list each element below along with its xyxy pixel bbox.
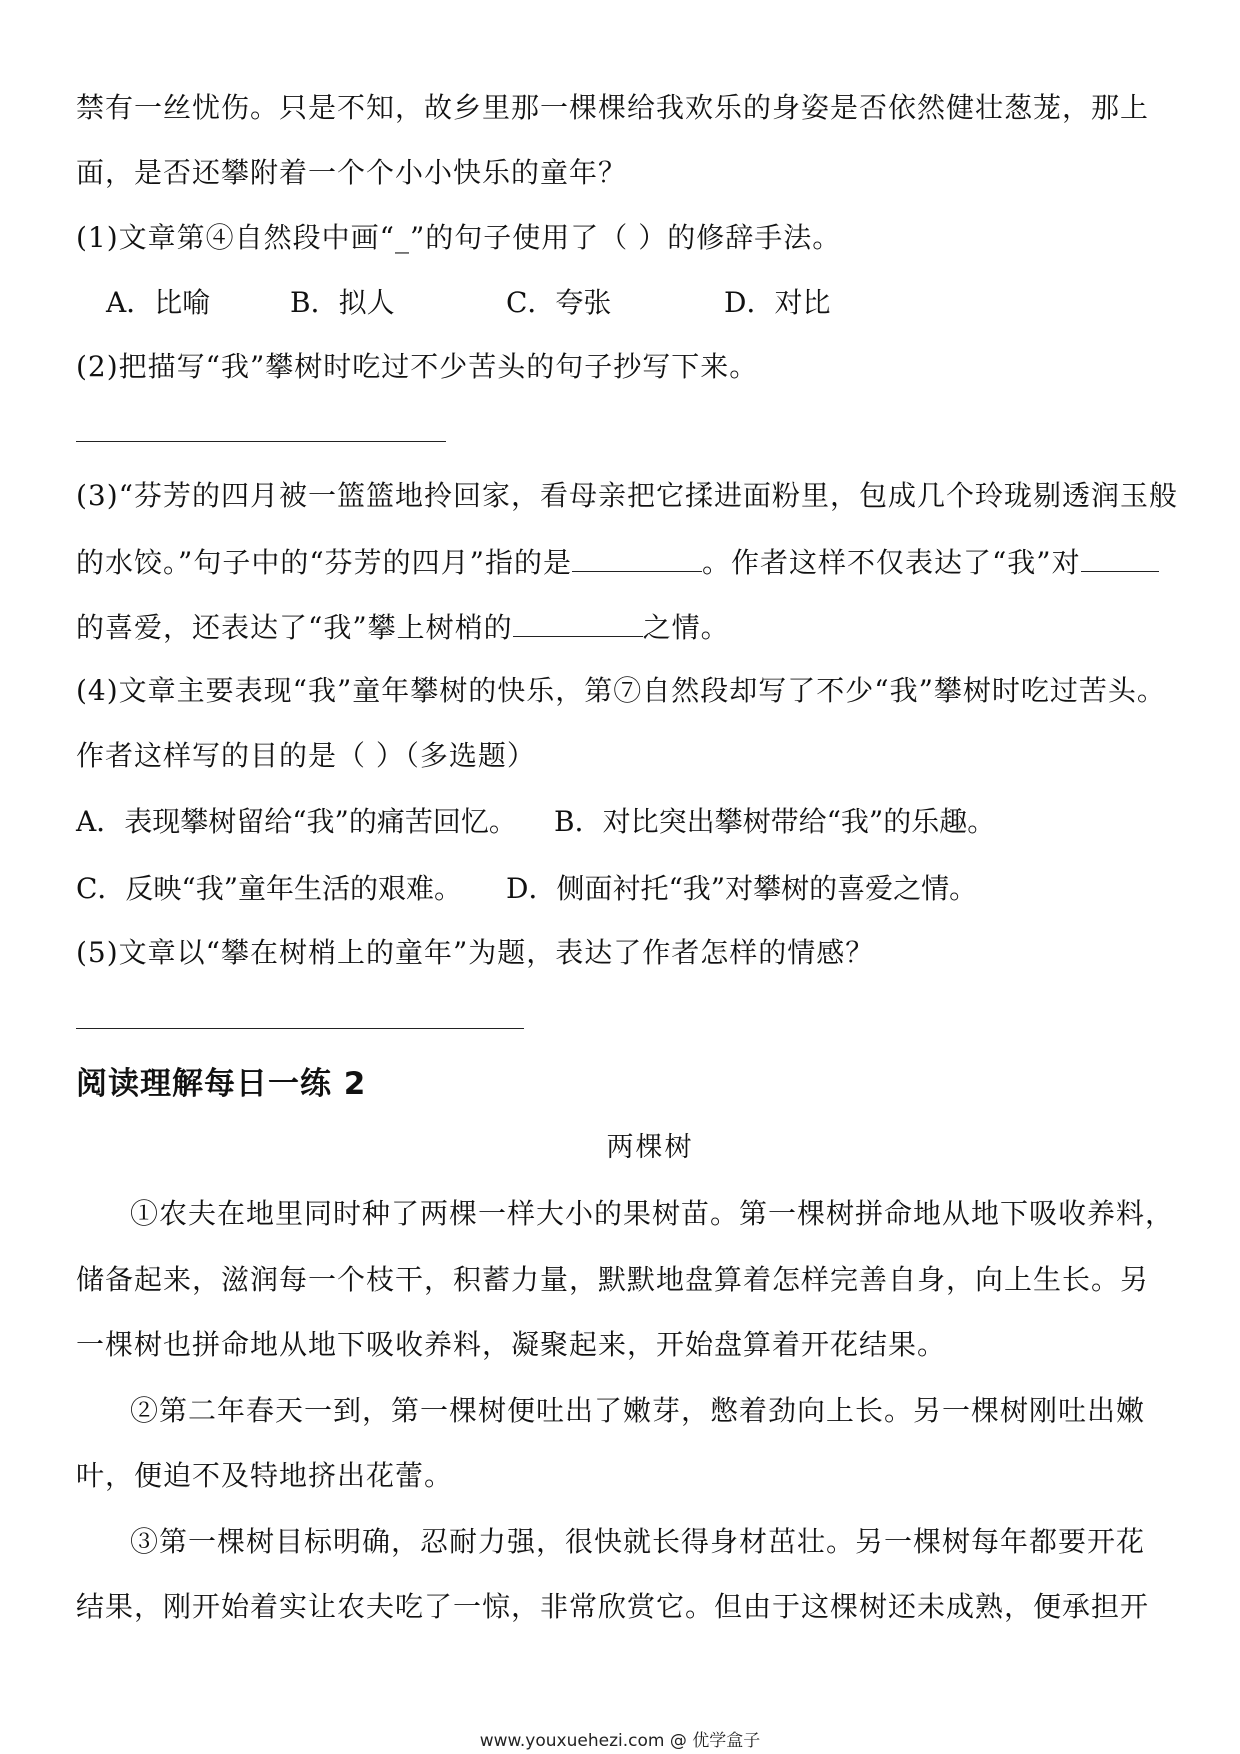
fill-blank: [572, 541, 702, 572]
answer-line: [76, 441, 446, 442]
q1-option-d: D．对比: [724, 286, 831, 319]
q3-text: 的喜爱，还表达了“我”攀上树梢的: [76, 611, 513, 644]
fill-blank: [513, 606, 643, 637]
section-heading: 阅读理解每日一练 2: [76, 1066, 367, 1102]
question-5-stem: (5)文章以“攀在树梢上的童年”为题，表达了作者怎样的情感？: [76, 936, 875, 969]
passage-line: 叶，便迫不及特地挤出花蕾。: [76, 1459, 454, 1492]
answer-line: [76, 1028, 524, 1029]
question-3-line: [76, 541, 1178, 583]
q1-option-b: B．拟人: [290, 286, 395, 319]
passage-line: ③第一棵树目标明确，忍耐力强，很快就长得身材茁壮。另一棵树每年都要开花: [130, 1525, 1146, 1558]
passage-line: 储备起来，滋润每一个枝干，积蓄力量，默默地盘算着怎样完善自身，向上生长。另: [76, 1263, 1150, 1296]
footer-watermark: www.youxuehezi.com @ 优学盒子: [479, 1731, 761, 1751]
q1-option-c: C．夸张: [506, 286, 612, 319]
passage-line: 一棵树也拼命地从地下吸收养料，凝聚起来，开始盘算着开花结果。: [76, 1328, 947, 1361]
q3-text: 的水饺。”句子中的“芬芳的四月”指的是: [76, 546, 572, 579]
question-4-line: (4)文章主要表现“我”童年攀树的快乐，第⑦自然段却写了不少“我”攀树时吃过苦头。: [76, 674, 1166, 707]
passage-line: ②第二年春天一到，第一棵树便吐出了嫩芽，憋着劲向上长。另一棵树刚吐出嫩: [130, 1394, 1146, 1427]
question-2-stem: (2)把描写“我”攀树时吃过不少苦头的句子抄写下来。: [76, 350, 759, 383]
passage-line: 禁有一丝忧伤。只是不知，故乡里那一棵棵给我欢乐的身姿是否依然健壮葱茏，那上: [76, 91, 1150, 124]
fill-blank: [1081, 541, 1159, 572]
question-4-line: 作者这样写的目的是（ ）（多选题）: [76, 739, 536, 772]
q1-option-a: A．比喻: [106, 286, 211, 319]
question-3-line: (3)“芬芳的四月被一篮篮地拎回家，看母亲把它揉进面粉里，包成几个玲珑剔透润玉般: [76, 479, 1178, 512]
q3-text: 之情。: [642, 611, 730, 644]
q4-option-a: A．表现攀树留给“我”的痛苦回忆。: [76, 805, 517, 838]
passage-line: 结果，刚开始着实让农夫吃了一惊，非常欣赏它。但由于这棵树还未成熟，便承担开: [76, 1590, 1150, 1623]
q4-option-d: D．侧面衬托“我”对攀树的喜爱之情。: [506, 872, 978, 905]
passage-title: 两棵树: [606, 1132, 694, 1163]
q4-option-b: B．对比突出攀树带给“我”的乐趣。: [554, 805, 996, 838]
q4-option-c: C．反映“我”童年生活的艰难。: [76, 872, 463, 905]
passage-line: ①农夫在地里同时种了两棵一样大小的果树苗。第一棵树拼命地从地下吸收养料，: [130, 1197, 1175, 1230]
question-1-stem: (1)文章第④自然段中画“_”的句子使用了（ ）的修辞手法。: [76, 221, 842, 254]
question-3-line: [76, 606, 1176, 648]
passage-line: 面，是否还攀附着一个个小小快乐的童年？: [76, 156, 628, 189]
q3-text: 。作者这样不仅表达了“我”对: [701, 546, 1081, 579]
